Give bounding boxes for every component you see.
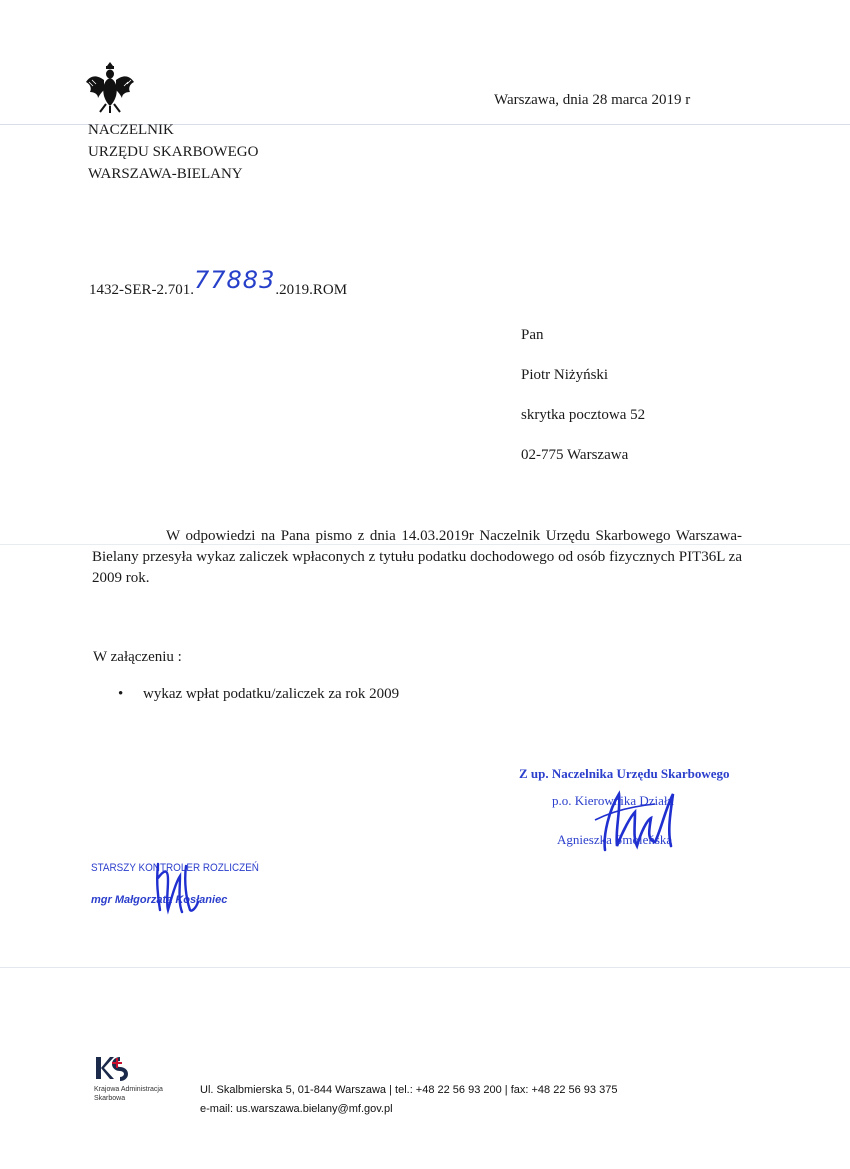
reference-suffix: .2019.ROM (275, 282, 348, 298)
attachment-item: wykaz wpłat podatku/zaliczek za rok 2009 (143, 686, 400, 702)
authority-line: NACZELNIK (88, 122, 174, 138)
recipient-line: Pan (521, 327, 544, 343)
recipient-line: Piotr Niżyński (521, 367, 609, 383)
authority-line: WARSZAWA-BIELANY (88, 166, 243, 182)
footer-contact (200, 1081, 617, 1119)
attachments-title: W załączeniu : (93, 649, 182, 665)
authority-line: URZĘDU SKARBOWEGO (88, 144, 259, 160)
eagle-emblem-icon (84, 58, 136, 114)
handwritten-initials-icon (150, 858, 200, 916)
authority-header (88, 119, 258, 185)
footer-email: e-mail: us.warszawa.bielany@mf.gov.pl (200, 1103, 393, 1115)
kas-logo-text-line: Skarbowa (94, 1095, 126, 1102)
handwritten-signature-icon (575, 780, 695, 860)
recipient-line: skrytka pocztowa 52 (521, 407, 646, 423)
footer-address: Ul. Skalbmierska 5, 01-844 Warszawa | tel.: +48 22 56 93 200 | fax: +48 22 56 93 375 (200, 1084, 618, 1096)
signature-stamp-line: Z up. Naczelnika Urzędu Skarbowego (519, 766, 730, 781)
reference-number (89, 266, 348, 300)
kas-logo-icon (94, 1055, 134, 1083)
letter-body (92, 526, 742, 589)
kas-logo-text-line: Krajowa Administracja (94, 1086, 163, 1093)
clerk-stamp-name: mgr Małgorzata Kosłaniec (91, 894, 228, 906)
reference-prefix: 1432-SER-2.701. (89, 282, 194, 298)
document-date: Warszawa, dnia 28 marca 2019 r (494, 92, 691, 108)
recipient-line: 02-775 Warszawa (521, 447, 629, 463)
signature-stamp-line: p.o. Kierownika Działu (552, 793, 675, 808)
kas-logo-text (94, 1085, 163, 1103)
bullet-icon: • (118, 686, 124, 702)
signature-stamp-line: Agnieszka Smoleńska (557, 832, 673, 847)
clerk-stamp-title: STARSZY KONTROLER ROZLICZEŃ (91, 862, 259, 874)
scan-line (0, 967, 850, 968)
body-paragraph: W odpowiedzi na Pana pismo z dnia 14.03.2019r Naczelnik Urzędu Skarbowego Warszawa-Bielany przesyła wykaz zaliczek wpłaconych z tytułu podatku dochodowego od osób fizycznych PIT36L za 2009 rok. (92, 528, 742, 586)
recipient-address (521, 327, 645, 487)
attachments-list (118, 686, 399, 703)
reference-handwritten-number: 77883 (194, 266, 276, 294)
